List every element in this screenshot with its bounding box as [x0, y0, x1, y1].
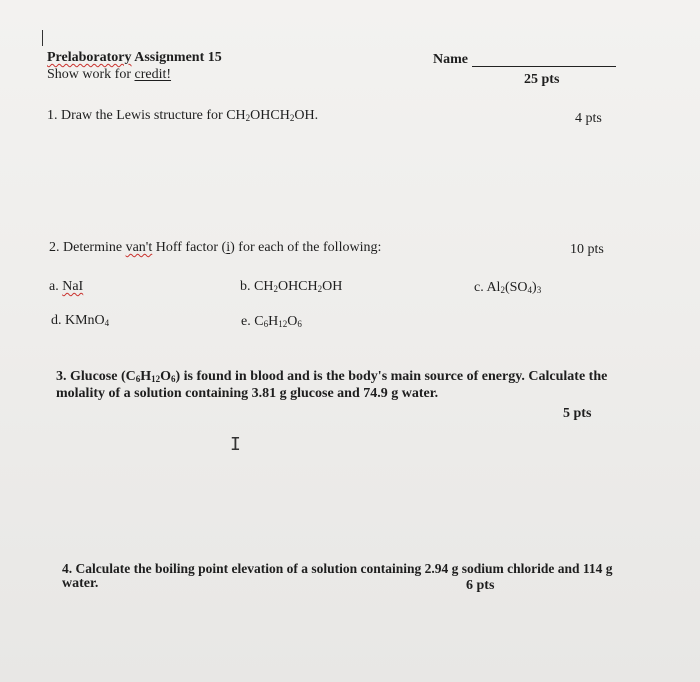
q3-part: 3. Glucose (C: [56, 369, 136, 384]
question-4-line-1: 4. Calculate the boiling point elevation of a solution containing 2.94 g sodium chloride and 114 g: [62, 561, 613, 576]
q2-item-b: [240, 279, 342, 295]
q2-b-sub: 2: [317, 284, 323, 294]
q1-part: OH.: [294, 108, 319, 123]
q1-sub: 2: [289, 113, 295, 123]
text-cursor-mark: [42, 30, 43, 46]
q2-item-c: [474, 280, 541, 296]
q3-sub: 6: [171, 374, 176, 384]
q2-part: 2. Determine: [49, 240, 126, 255]
q2-a-letter: a.: [49, 279, 63, 294]
q2-b-part: b. CH: [240, 279, 274, 294]
q2-part: ) for each of the following:: [230, 240, 382, 255]
q2-i-symbol: i: [226, 240, 231, 255]
q2-b-part: OH: [322, 279, 343, 294]
q3-part: ) is found in blood and is the body's main source of energy. Calculate the: [175, 369, 608, 384]
show-work-note: [47, 67, 171, 83]
title-rest: Assignment 15: [131, 50, 222, 65]
question-2-text: [49, 240, 381, 256]
q2-c-sub: 2: [500, 285, 505, 295]
question-3-line-2: molality of a solution containing 3.81 g glucose and 74.9 g water.: [56, 386, 439, 401]
q2-c-part: ): [532, 280, 537, 295]
q2-a-compound: NaI: [62, 279, 84, 294]
question-2-points: 10 pts: [570, 242, 604, 257]
question-3-line-1: [56, 369, 607, 385]
credit-link-text: credit!: [134, 67, 172, 82]
question-1-text: [47, 108, 318, 124]
q2-d-sub: 4: [104, 318, 110, 328]
question-4-points: 6 pts: [466, 578, 495, 593]
q2-e-part: e. C: [241, 314, 264, 329]
name-field-line[interactable]: [472, 66, 616, 67]
q3-part: H: [140, 369, 152, 384]
q2-b-part: OHCH: [277, 279, 318, 294]
q2-e-part: H: [268, 314, 279, 329]
q2-c-sub: 3: [536, 285, 542, 295]
q2-e-part: O: [287, 314, 298, 329]
question-3-points: 5 pts: [563, 406, 592, 421]
q2-b-sub: 2: [273, 284, 278, 294]
q2-e-sub: 6: [263, 319, 269, 329]
assignment-title: [47, 50, 222, 66]
q3-sub: 12: [151, 374, 161, 384]
q2-c-part: (SO: [504, 280, 528, 295]
q2-item-d: [51, 313, 109, 329]
q2-vant-word: van't: [125, 240, 153, 255]
q2-c-part: c. Al: [474, 280, 501, 295]
q1-part: 1. Draw the Lewis structure for CH: [47, 108, 246, 123]
question-4-line-2: water.: [62, 576, 99, 591]
q2-item-a: [49, 279, 83, 295]
q2-d-part: d. KMnO: [51, 313, 105, 328]
q1-part: OHCH: [250, 108, 290, 123]
q2-part: Hoff factor (: [152, 240, 227, 255]
show-work-prefix: Show work for: [47, 67, 135, 82]
name-label: Name: [433, 52, 468, 67]
q3-part: O: [160, 369, 171, 384]
title-word: Prelaboratory: [47, 50, 132, 65]
q2-e-sub: 6: [297, 319, 302, 329]
q2-c-sub: 4: [527, 285, 533, 295]
q1-sub: 2: [245, 113, 251, 123]
q3-sub: 6: [135, 374, 141, 384]
q2-e-sub: 12: [278, 319, 288, 329]
q2-item-e: [241, 314, 302, 330]
total-points: 25 pts: [524, 72, 560, 87]
text-cursor-icon: I: [230, 434, 241, 455]
question-1-points: 4 pts: [575, 111, 602, 126]
